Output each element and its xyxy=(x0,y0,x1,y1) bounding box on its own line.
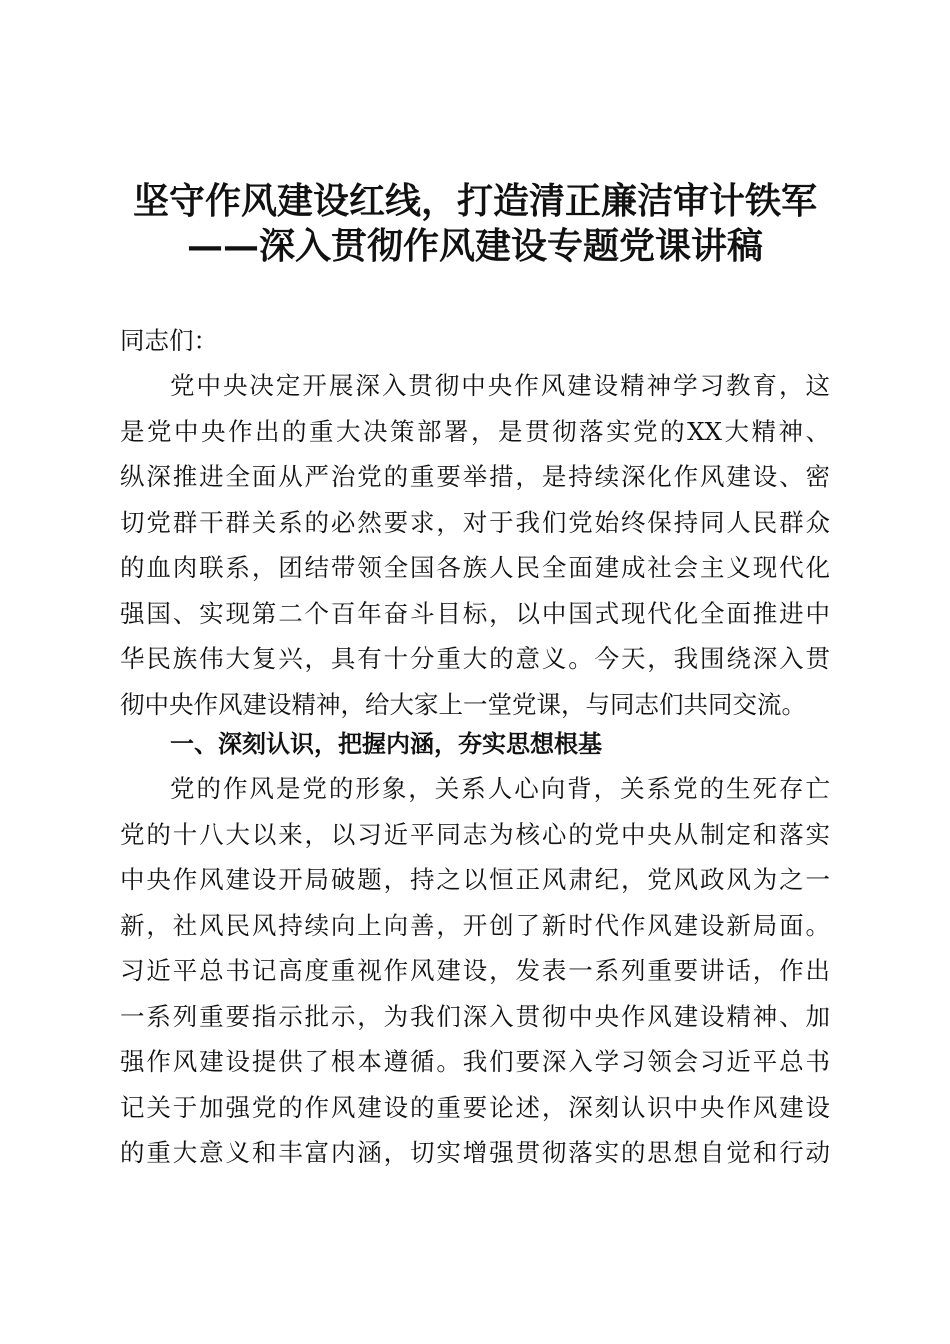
section-heading: 一、深刻认识，把握内涵，夯实思想根基 xyxy=(170,730,602,758)
paragraph-line: 一系列重要指示批示，为我们深入贯彻中央作风建设精神、加 xyxy=(120,1001,830,1031)
document-subtitle: ——深入贯彻作风建设专题党课讲稿 xyxy=(186,225,763,267)
document-title: 坚守作风建设红线，打造清正廉洁审计铁军 xyxy=(132,180,817,222)
paragraph-line: 强作风建设提供了根本遵循。我们要深入学习领会习近平总书 xyxy=(120,1047,830,1076)
paragraph-line: 党中央决定开展深入贯彻中央作风建设精神学习教育，这 xyxy=(170,371,830,400)
paragraph-line: 习近平总书记高度重视作风建设，发表一系列重要讲话，作出 xyxy=(120,956,830,985)
paragraph-line: 是党中央作出的重大决策部署，是贯彻落实党的XX大精神、 xyxy=(120,416,830,446)
paragraph-line: 记关于加强党的作风建设的重要论述，深刻认识中央作风建设 xyxy=(120,1092,830,1122)
salutation: 同志们： xyxy=(120,326,218,355)
paragraph-line: 彻中央作风建设精神，给大家上一堂党课，与同志们共同交流。 xyxy=(120,689,806,719)
paragraph-line: 强国、实现第二个百年奋斗目标，以中国式现代化全面推进中 xyxy=(120,598,830,628)
paragraph-line: 的重大意义和丰富内涵，切实增强贯彻落实的思想自觉和行动 xyxy=(120,1138,830,1167)
paragraph-line: 切党群干群关系的必然要求，对于我们党始终保持同人民群众 xyxy=(120,507,830,537)
paragraph-line: 的血肉联系，团结带领全国各族人民全面建成社会主义现代化 xyxy=(120,553,830,582)
paragraph-2 xyxy=(120,766,830,1176)
paragraph-1 xyxy=(120,363,830,727)
paragraph-line: 中央作风建设开局破题，持之以恒正风肃纪，党风政风为之一 xyxy=(120,865,830,894)
paragraph-line: 党的作风是党的形象，关系人心向背，关系党的生死存亡 xyxy=(170,774,830,803)
paragraph-line: 华民族伟大复兴，具有十分重大的意义。今天，我围绕深入贯 xyxy=(120,644,830,673)
paragraph-line: 党的十八大以来，以习近平同志为核心的党中央从制定和落实 xyxy=(120,819,830,849)
paragraph-line: 新，社风民风持续向上向善，开创了新时代作风建设新局面。 xyxy=(120,910,830,940)
paragraph-line: 纵深推进全面从严治党的重要举措，是持续深化作风建设、密 xyxy=(120,462,830,491)
